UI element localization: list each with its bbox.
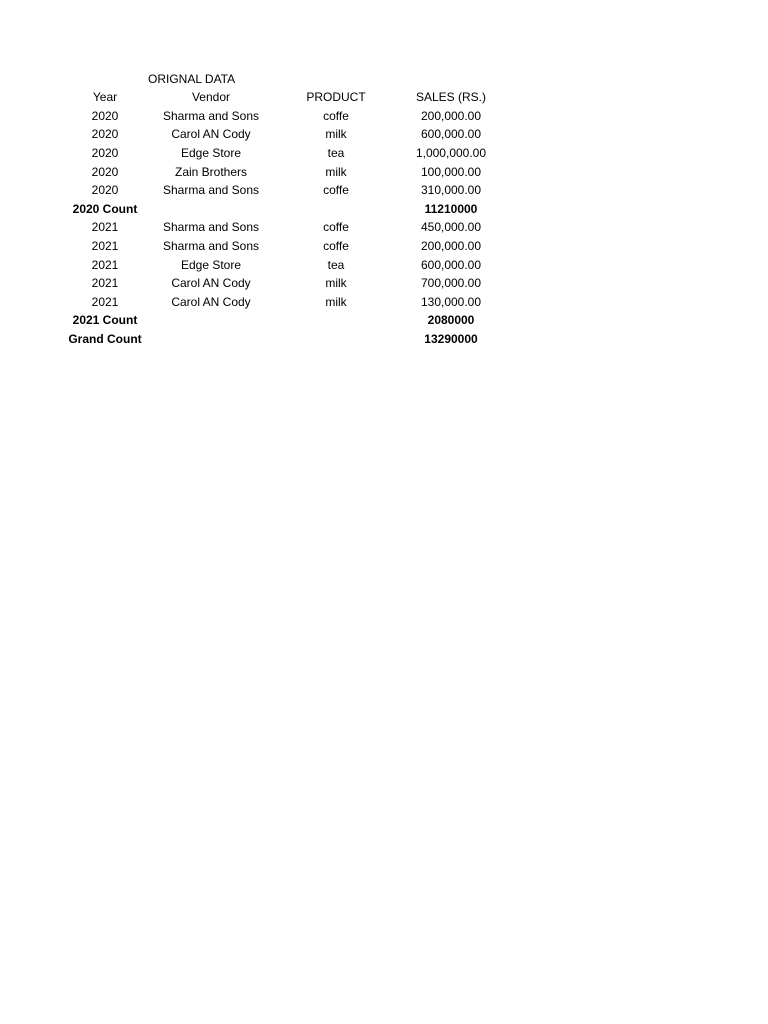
cell-vendor: Carol AN Cody — [171, 127, 251, 142]
subtotal-row — [60, 200, 502, 219]
cell-product: coffe — [323, 108, 349, 123]
table-row — [60, 162, 502, 181]
table-row — [60, 255, 502, 274]
cell-product: tea — [327, 257, 345, 272]
cell-sales: 11210000 — [424, 201, 478, 216]
cell-sales: 100,000.00 — [420, 164, 482, 179]
subtotal-row — [60, 330, 502, 349]
cell-year: Grand Count — [68, 332, 142, 347]
cell-sales: 200,000.00 — [420, 239, 482, 254]
cell-vendor: Sharma and Sons — [162, 108, 260, 123]
cell-sales: 450,000.00 — [420, 220, 482, 235]
cell-product: milk — [325, 127, 347, 142]
table-body — [60, 107, 502, 349]
data-table — [60, 88, 502, 348]
sheet-caption: ORIGNAL DATA — [148, 72, 236, 86]
cell-product: coffe — [323, 220, 349, 235]
cell-product: coffe — [323, 183, 349, 198]
table-row — [60, 218, 502, 237]
cell-product: milk — [325, 164, 347, 179]
header-sales: SALES (RS.) — [415, 90, 487, 105]
cell-year: 2020 — [91, 146, 119, 161]
header-row — [60, 88, 502, 107]
cell-year: 2020 — [91, 183, 119, 198]
header-year: Year — [92, 90, 118, 105]
header-product: PRODUCT — [306, 90, 366, 105]
cell-year: 2021 — [91, 294, 119, 309]
cell-year: 2020 — [91, 108, 119, 123]
subtotal-row — [60, 311, 502, 330]
cell-vendor: Sharma and Sons — [162, 183, 260, 198]
header-vendor: Vendor — [191, 90, 231, 105]
table-row — [60, 107, 502, 126]
cell-vendor: Carol AN Cody — [171, 294, 251, 309]
table-row — [60, 274, 502, 293]
cell-vendor: Edge Store — [180, 257, 242, 272]
cell-sales: 200,000.00 — [420, 108, 482, 123]
table-row — [60, 181, 502, 200]
cell-product: coffe — [323, 239, 349, 254]
cell-year: 2021 — [91, 276, 119, 291]
table-row — [60, 144, 502, 163]
cell-year: 2021 — [91, 220, 119, 235]
cell-vendor: Carol AN Cody — [171, 276, 251, 291]
cell-sales: 310,000.00 — [420, 183, 482, 198]
cell-year: 2020 — [91, 164, 119, 179]
cell-vendor: Edge Store — [180, 146, 242, 161]
cell-year: 2021 — [91, 239, 119, 254]
cell-year: 2021 — [91, 257, 119, 272]
cell-year: 2020 Count — [72, 201, 138, 216]
table-row — [60, 125, 502, 144]
cell-vendor: Sharma and Sons — [162, 239, 260, 254]
cell-sales: 2080000 — [427, 313, 475, 328]
table-row — [60, 293, 502, 312]
cell-sales: 700,000.00 — [420, 276, 482, 291]
cell-sales: 600,000.00 — [420, 257, 482, 272]
cell-product: tea — [327, 146, 345, 161]
cell-year: 2020 — [91, 127, 119, 142]
cell-vendor: Sharma and Sons — [162, 220, 260, 235]
table-row — [60, 237, 502, 256]
cell-vendor: Zain Brothers — [174, 164, 248, 179]
cell-sales: 13290000 — [424, 332, 478, 347]
cell-year: 2021 Count — [72, 313, 138, 328]
cell-sales: 1,000,000.00 — [415, 146, 487, 161]
cell-sales: 600,000.00 — [420, 127, 482, 142]
cell-product: milk — [325, 294, 347, 309]
cell-sales: 130,000.00 — [420, 294, 482, 309]
cell-product: milk — [325, 276, 347, 291]
